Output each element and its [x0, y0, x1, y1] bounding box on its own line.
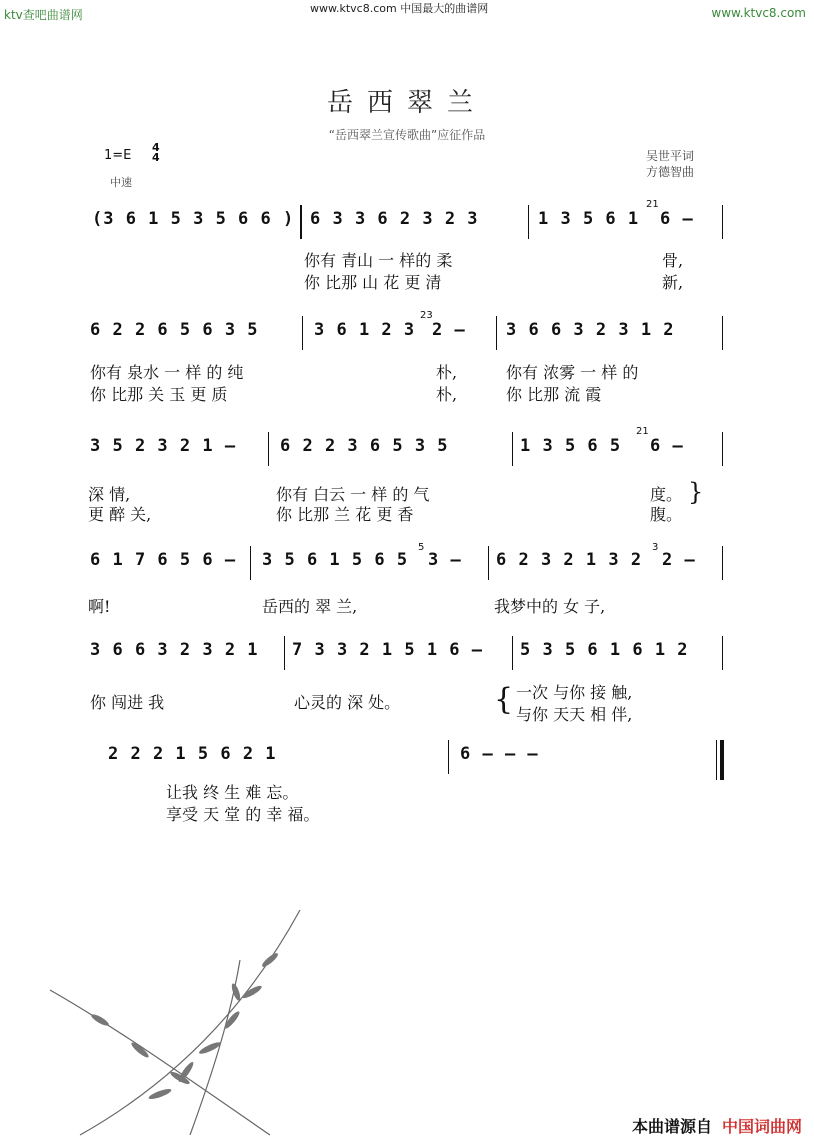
- notes: 5 3 5 6 1 6 1 2: [520, 640, 689, 660]
- decorative-plant-illustration: [40, 900, 370, 1140]
- barline: [448, 740, 449, 774]
- composer: 方德智曲: [646, 165, 695, 179]
- barline: [528, 205, 529, 239]
- notes: 6 –: [660, 209, 694, 229]
- lyric-line: 心灵的 深 处。: [294, 693, 401, 712]
- lyric-line: 让我 终 生 难 忘。: [166, 783, 299, 802]
- lyric-line: 一次 与你 接 触,: [516, 683, 633, 702]
- barline: [722, 432, 723, 466]
- barline: [488, 546, 489, 580]
- notes: 6 2 3 2 1 3 2: [496, 550, 643, 570]
- lyric-line: 你有 浓雾 一 样 的: [506, 363, 639, 382]
- key-signature: 1=E: [104, 148, 132, 163]
- lyric-line: 朴,: [436, 363, 458, 382]
- barline: [284, 636, 285, 670]
- barline: [512, 432, 513, 466]
- song-title: 岳西翠兰: [326, 88, 487, 118]
- lyric-line: 你 比那 兰 花 更 香: [276, 505, 414, 524]
- barline: [496, 316, 497, 350]
- barline: [722, 546, 723, 580]
- score-row-2: [0, 310, 814, 356]
- time-signature: [152, 143, 160, 163]
- notes: 1 3 5 6 1: [538, 209, 640, 229]
- notes: (3 6 1 5 3 5 6 6 ): [92, 209, 295, 229]
- lyric-brace: }: [688, 478, 704, 506]
- notes: 2 –: [432, 320, 466, 340]
- notes: 3 6 6 3 2 3 2 1: [90, 640, 259, 660]
- grace-note: 21: [636, 426, 649, 437]
- barline: [722, 205, 723, 239]
- lyric-line: 更 醉 关,: [88, 505, 152, 524]
- lyric-line: 骨,: [662, 251, 684, 270]
- final-barline-thin: [716, 740, 717, 780]
- barline: [302, 316, 303, 350]
- notes: 2 –: [662, 550, 696, 570]
- lyricist: 吴世平词: [646, 149, 695, 163]
- lyric-line: 啊!: [88, 597, 111, 616]
- lyric-line: 与你 天天 相 伴,: [516, 705, 633, 724]
- source-label: 本曲谱源自: [631, 1117, 712, 1136]
- lyric-line: 享受 天 堂 的 幸 福。: [166, 805, 320, 824]
- lyric-line: 深 情,: [88, 485, 131, 504]
- lyric-line: 新,: [662, 273, 684, 292]
- notes: 3 6 1 2 3: [314, 320, 416, 340]
- barline: [722, 316, 723, 350]
- lyric-line: 你 闯进 我: [90, 693, 165, 712]
- lyric-line: 我梦中的 女 子,: [494, 597, 606, 616]
- site-header-right: www.ktvc8.com: [711, 6, 806, 20]
- notes: 7 3 3 2 1 5 1 6 –: [292, 640, 483, 660]
- lyric-line: 朴,: [436, 385, 458, 404]
- lyric-line: 你 比那 关 玉 更 质: [90, 385, 228, 404]
- notes: 3 5 6 1 5 6 5: [262, 550, 409, 570]
- lyric-line: 你有 青山 一 样的 柔: [304, 251, 453, 270]
- score-row-3: [0, 426, 814, 472]
- barline: [300, 205, 302, 239]
- lyric-line: 你有 泉水 一 样 的 纯: [90, 363, 244, 382]
- barline: [512, 636, 513, 670]
- notes: 6 1 7 6 5 6 –: [90, 550, 237, 570]
- notes: 3 6 6 3 2 3 1 2: [506, 320, 675, 340]
- grace-note: 21: [646, 199, 659, 210]
- barline: [268, 432, 269, 466]
- notes: 3 5 2 3 2 1 –: [90, 436, 237, 456]
- lyric-line: 岳西的 翠 兰,: [262, 597, 358, 616]
- grace-note: 23: [420, 310, 433, 321]
- lyric-brace: {: [494, 682, 514, 717]
- site-header-left: ktv查吧曲谱网: [4, 8, 83, 22]
- barline: [250, 546, 251, 580]
- meter-bottom: 4: [152, 151, 160, 164]
- source-site-link[interactable]: 中国词曲网: [721, 1117, 802, 1136]
- lyric-line: 你 比那 山 花 更 清: [304, 273, 442, 292]
- grace-note: 3: [652, 542, 659, 553]
- notes: 6 2 2 3 6 5 3 5: [280, 436, 449, 456]
- meter-top: 4: [152, 141, 160, 154]
- score-row-4: [0, 542, 814, 586]
- score-row-1: [0, 199, 814, 245]
- credits: [646, 148, 694, 180]
- source-footer: [632, 1114, 802, 1137]
- barline: [722, 636, 723, 670]
- final-barline-thick: [720, 740, 724, 780]
- notes: 6 – – –: [460, 744, 539, 764]
- notes: 2 2 2 1 5 6 2 1: [108, 744, 277, 764]
- lyric-line: 你有 白云 一 样 的 气: [276, 485, 430, 504]
- tempo-marking: 中速: [110, 176, 132, 189]
- score-row-5: [0, 636, 814, 676]
- grace-note: 5: [418, 542, 425, 553]
- lyric-line: 你 比那 流 霞: [506, 385, 602, 404]
- lyric-line: 度。: [650, 485, 683, 504]
- notes: 1 3 5 6 5: [520, 436, 622, 456]
- notes: 3 –: [428, 550, 462, 570]
- notes: 6 2 2 6 5 6 3 5: [90, 320, 259, 340]
- site-header-center: www.ktvc8.com 中国最大的曲谱网: [310, 2, 489, 15]
- notes: 6 –: [650, 436, 684, 456]
- song-subtitle: “岳西翠兰宣传歌曲”应征作品: [328, 128, 486, 142]
- lyric-line: 腹。: [650, 505, 683, 524]
- notes: 6 3 3 6 2 3 2 3: [310, 209, 479, 229]
- score-row-6: [0, 740, 814, 780]
